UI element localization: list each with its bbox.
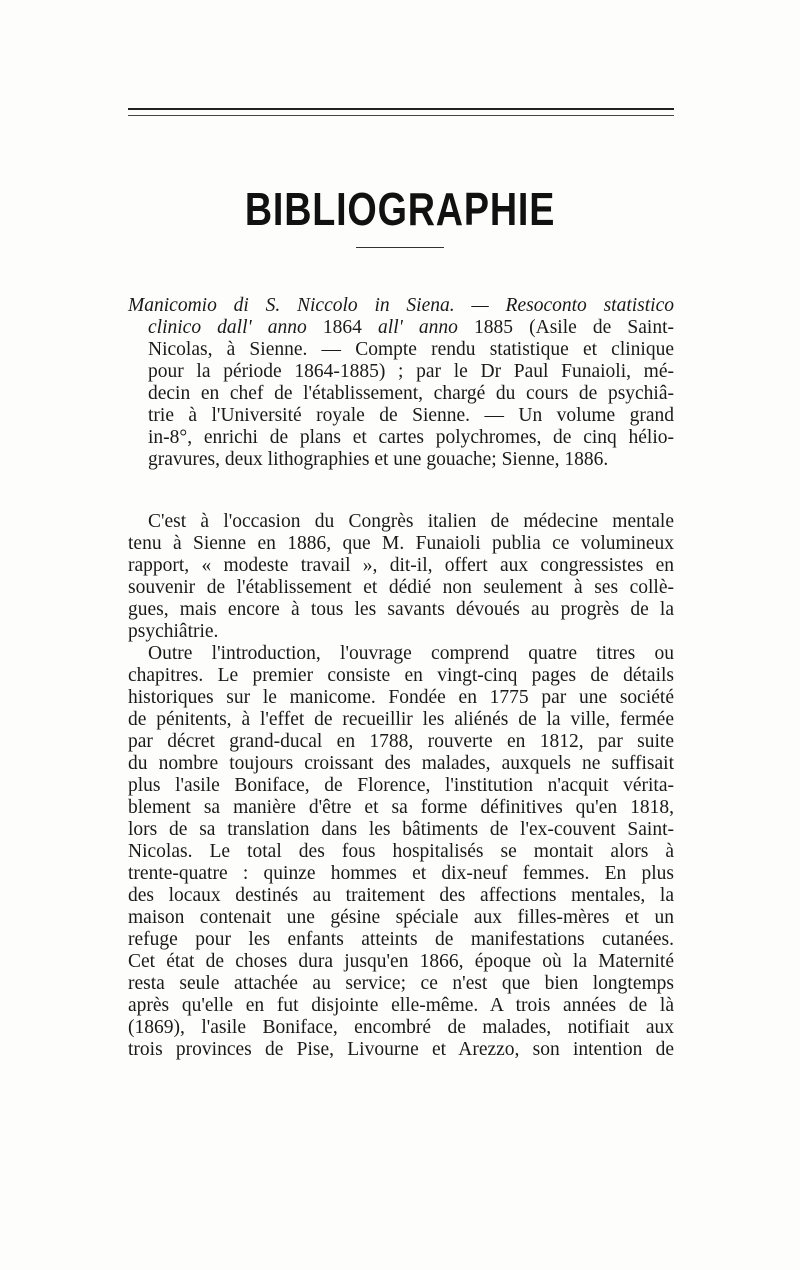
body-line: trois provinces de Pise, Livourne et Arezzo, son intention de bbox=[128, 1039, 674, 1060]
body-line: Cet état de choses dura jusqu'en 1866, époque où la Maternité bbox=[128, 951, 674, 972]
header-rule bbox=[128, 108, 674, 116]
reference-line: trie à l'Université royale de Sienne. — Un volume grand bbox=[148, 405, 674, 426]
body-line: plus l'asile Boniface, de Florence, l'institution n'acquit vérita- bbox=[128, 775, 674, 796]
body-line: refuge pour les enfants atteints de manifestations cutanées. bbox=[128, 929, 674, 950]
body-line: lors de sa translation dans les bâtiments de l'ex-couvent Saint- bbox=[128, 819, 674, 840]
body-line: historiques sur le manicome. Fondée en 1775 par une société bbox=[128, 687, 674, 708]
body-line: chapitres. Le premier consiste en vingt-cinq pages de détails bbox=[128, 665, 674, 686]
body-line: des locaux destinés au traitement des affections mentales, la bbox=[128, 885, 674, 906]
reference-line: in-8°, enrichi de plans et cartes polychromes, de cinq hélio- bbox=[148, 427, 674, 448]
body-line: de pénitents, à l'effet de recueillir les aliénés de la ville, fermée bbox=[128, 709, 674, 730]
body-line: Outre l'introduction, l'ouvrage comprend quatre titres ou bbox=[148, 643, 674, 664]
body-line: souvenir de l'établissement et dédié non seulement à ses collè- bbox=[128, 577, 674, 598]
reference-line: decin en chef de l'établissement, chargé du cours de psychiâ- bbox=[148, 383, 674, 404]
title-divider bbox=[356, 247, 444, 248]
body-line: après qu'elle en fut disjointe elle-même. A trois années de là bbox=[128, 995, 674, 1016]
page-title: BIBLIOGRAPHIE bbox=[244, 183, 556, 235]
body-line: blement sa manière d'être et sa forme définitives qu'en 1818, bbox=[128, 797, 674, 818]
body-line: resta seule attachée au service; ce n'est que bien longtemps bbox=[128, 973, 674, 994]
body-line: C'est à l'occasion du Congrès italien de médecine mentale bbox=[148, 511, 674, 532]
reference-line: Nicolas, à Sienne. — Compte rendu statistique et clinique bbox=[148, 339, 674, 360]
body-line: trente-quatre : quinze hommes et dix-neuf femmes. En plus bbox=[128, 863, 674, 884]
body-line: rapport, « modeste travail », dit-il, offert aux congressistes en bbox=[128, 555, 674, 576]
reference-line: pour la période 1864-1885) ; par le Dr Paul Funaioli, mé- bbox=[148, 361, 674, 382]
bibliographic-reference bbox=[128, 295, 674, 471]
body-line: du nombre toujours croissant des malades, auxquels ne suffisait bbox=[128, 753, 674, 774]
reference-line: Manicomio di S. Niccolo in Siena. — Resoconto statistico bbox=[128, 295, 674, 316]
body-line: maison contenait une gésine spéciale aux filles-mères et un bbox=[128, 907, 674, 928]
reference-line: clinico dall' anno 1864 all' anno 1885 (Asile de Saint- bbox=[148, 317, 674, 338]
body-line: gues, mais encore à tous les savants dévoués au progrès de la bbox=[128, 599, 674, 620]
body-line: psychiâtrie. bbox=[128, 621, 219, 642]
body-line: (1869), l'asile Boniface, encombré de malades, notifiait aux bbox=[128, 1017, 674, 1038]
reference-line: gravures, deux lithographies et une gouache; Sienne, 1886. bbox=[148, 449, 609, 470]
body-line: Nicolas. Le total des fous hospitalisés se montait alors à bbox=[128, 841, 674, 862]
body-line: tenu à Sienne en 1886, que M. Funaioli publia ce volumineux bbox=[128, 533, 674, 554]
body-line: par décret grand-ducal en 1788, rouverte en 1812, par suite bbox=[128, 731, 674, 752]
body-text bbox=[128, 511, 674, 1061]
